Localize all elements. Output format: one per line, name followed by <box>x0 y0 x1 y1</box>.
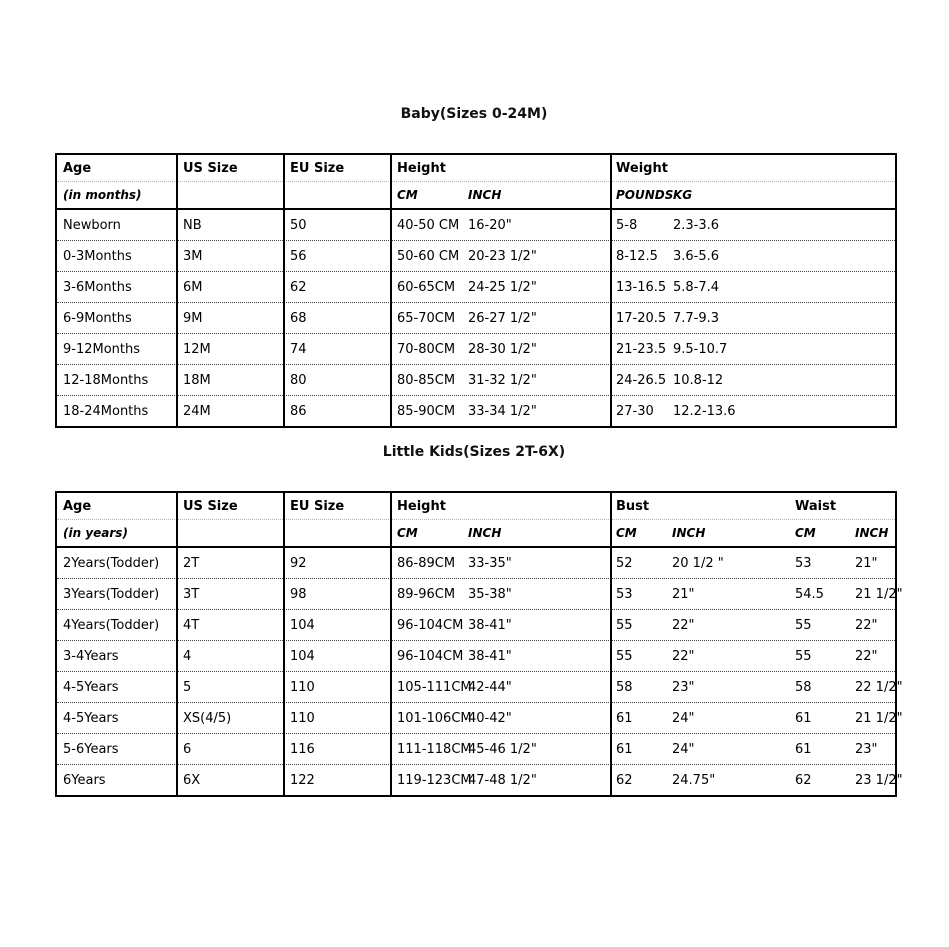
col-subheader-height-inch: INCH <box>468 526 502 540</box>
table-cell: 10.8-12 <box>673 372 724 388</box>
table-cell: 58 <box>795 679 812 695</box>
table-cell: 9.5-10.7 <box>673 341 728 357</box>
table-cell: 9M <box>183 310 203 326</box>
table-cell: 60-65CM <box>397 279 456 295</box>
table-cell: 20-23 1/2" <box>468 248 537 264</box>
table-row <box>57 765 903 795</box>
table-cell: 2.3-3.6 <box>673 217 720 233</box>
table-cell: 80 <box>290 372 307 388</box>
table-cell: 6Years <box>63 772 106 788</box>
table-cell: 33-34 1/2" <box>468 403 537 419</box>
column-divider <box>283 493 285 795</box>
header-row-main <box>57 155 895 182</box>
table-cell: 4 <box>183 648 192 664</box>
baby-size-table <box>55 153 897 428</box>
table-cell: 62 <box>290 279 307 295</box>
table-cell: 23" <box>672 679 695 695</box>
col-header-eu-size: EU Size <box>290 160 345 176</box>
table-cell: 21 1/2" <box>855 586 903 602</box>
table-cell: 40-50 CM <box>397 217 460 233</box>
table-row <box>57 703 903 734</box>
table-cell: 23" <box>855 741 878 757</box>
col-header-bust: Bust <box>616 498 650 514</box>
table-cell: 3M <box>183 248 203 264</box>
table-cell: 24" <box>672 741 695 757</box>
table-cell: 52 <box>616 555 633 571</box>
table-cell: 4T <box>183 617 200 633</box>
table-row <box>57 548 895 579</box>
table-cell: 5-6Years <box>63 741 119 757</box>
table-cell: 110 <box>290 710 315 726</box>
table-cell: 21" <box>855 555 878 571</box>
table-cell: 2Years(Todder) <box>63 555 160 571</box>
table-cell: 24-26.5 <box>616 372 667 388</box>
table-cell: 17-20.5 <box>616 310 667 326</box>
table-cell: 74 <box>290 341 307 357</box>
col-header-waist: Waist <box>795 498 837 514</box>
table-cell: 0-3Months <box>63 248 132 264</box>
table-cell: 3-4Years <box>63 648 119 664</box>
table-row <box>57 396 895 426</box>
table-cell: 28-30 1/2" <box>468 341 537 357</box>
table-row <box>57 241 895 272</box>
table-cell: 5-8 <box>616 217 638 233</box>
table-cell: 9-12Months <box>63 341 141 357</box>
table-cell: 3-6Months <box>63 279 132 295</box>
table-cell: 7.7-9.3 <box>673 310 720 326</box>
table-cell: 86 <box>290 403 307 419</box>
col-header-age: Age <box>63 498 92 514</box>
table-row <box>57 672 903 703</box>
table-cell: 27-30 <box>616 403 654 419</box>
table-cell: 6-9Months <box>63 310 132 326</box>
table-cell: 116 <box>290 741 315 757</box>
table-cell: 24.75" <box>672 772 716 788</box>
column-divider <box>390 493 392 795</box>
table-cell: 13-16.5 <box>616 279 667 295</box>
table-cell: 21-23.5 <box>616 341 667 357</box>
table-cell: 31-32 1/2" <box>468 372 537 388</box>
table-cell: 22 1/2" <box>855 679 903 695</box>
col-header-us-size: US Size <box>183 498 238 514</box>
table-cell: 96-104CM <box>397 648 464 664</box>
table-cell: 4-5Years <box>63 710 119 726</box>
col-header-eu-size: EU Size <box>290 498 345 514</box>
table-cell: 22" <box>855 617 878 633</box>
table-cell: 24-25 1/2" <box>468 279 537 295</box>
table-cell: 33-35" <box>468 555 512 571</box>
table-cell: 6M <box>183 279 203 295</box>
table-cell: 22" <box>855 648 878 664</box>
table-row <box>57 303 895 334</box>
table-cell: 110 <box>290 679 315 695</box>
baby-table-header <box>57 155 895 210</box>
table-cell: 68 <box>290 310 307 326</box>
table-cell: 104 <box>290 617 315 633</box>
table-cell: 98 <box>290 586 307 602</box>
table-cell: 80-85CM <box>397 372 456 388</box>
table-cell: 53 <box>616 586 633 602</box>
table-cell: 38-41" <box>468 648 512 664</box>
col-header-us-size: US Size <box>183 160 238 176</box>
table-cell: 12-18Months <box>63 372 149 388</box>
table-cell: 18M <box>183 372 211 388</box>
table-cell: 22" <box>672 617 695 633</box>
table-cell: 70-80CM <box>397 341 456 357</box>
table-cell: 21" <box>672 586 695 602</box>
col-subheader-height-cm: CM <box>397 188 418 202</box>
table-row <box>57 610 895 641</box>
table-cell: 40-42" <box>468 710 512 726</box>
col-subheader-age-unit: (in years) <box>63 526 128 540</box>
table-cell: 104 <box>290 648 315 664</box>
table-cell: 3.6-5.6 <box>673 248 720 264</box>
table-cell: 56 <box>290 248 307 264</box>
col-subheader-bust-inch: INCH <box>672 526 706 540</box>
table-cell: 3Years(Todder) <box>63 586 160 602</box>
table-cell: 3T <box>183 586 200 602</box>
baby-table-body <box>57 210 895 426</box>
table-cell: 42-44" <box>468 679 512 695</box>
table-cell: 62 <box>795 772 812 788</box>
table-cell: 55 <box>795 648 812 664</box>
table-row <box>57 210 895 241</box>
col-header-age: Age <box>63 160 92 176</box>
table-cell: 5 <box>183 679 192 695</box>
table-cell: 12M <box>183 341 211 357</box>
table-cell: 55 <box>795 617 812 633</box>
table-cell: 21 1/2" <box>855 710 903 726</box>
table-cell: 4-5Years <box>63 679 119 695</box>
col-subheader-kg: KG <box>673 188 693 202</box>
column-divider <box>610 155 612 426</box>
table-cell: 18-24Months <box>63 403 149 419</box>
table-cell: 5.8-7.4 <box>673 279 720 295</box>
table-cell: 35-38" <box>468 586 512 602</box>
table-cell: NB <box>183 217 202 233</box>
table-cell: 8-12.5 <box>616 248 658 264</box>
table-cell: 96-104CM <box>397 617 464 633</box>
column-divider <box>176 155 178 426</box>
table-cell: 20 1/2 " <box>672 555 724 571</box>
table-cell: 62 <box>616 772 633 788</box>
table-cell: 55 <box>616 617 633 633</box>
col-subheader-waist-cm: CM <box>795 526 816 540</box>
table-cell: 2T <box>183 555 200 571</box>
col-subheader-height-inch: INCH <box>468 188 502 202</box>
table-row <box>57 272 895 303</box>
little-kids-table-header <box>57 493 895 548</box>
table-row <box>57 334 895 365</box>
table-cell: 111-118CM <box>397 741 472 757</box>
column-divider <box>283 155 285 426</box>
header-row-units <box>57 182 895 208</box>
header-row-units <box>57 520 895 546</box>
table-cell: 92 <box>290 555 307 571</box>
table-cell: Newborn <box>63 217 121 233</box>
table-cell: 65-70CM <box>397 310 456 326</box>
table-cell: 58 <box>616 679 633 695</box>
table-cell: 6 <box>183 741 192 757</box>
table-cell: 50 <box>290 217 307 233</box>
table-cell: 119-123CM <box>397 772 472 788</box>
col-subheader-height-cm: CM <box>397 526 418 540</box>
table-cell: 23 1/2" <box>855 772 903 788</box>
table-row <box>57 641 895 672</box>
header-row-main <box>57 493 895 520</box>
col-subheader-pounds: POUNDS <box>616 188 674 202</box>
table-cell: 24" <box>672 710 695 726</box>
table-cell: 22" <box>672 648 695 664</box>
table-cell: 89-96CM <box>397 586 456 602</box>
table-cell: 47-48 1/2" <box>468 772 537 788</box>
table-row <box>57 734 895 765</box>
column-divider <box>176 493 178 795</box>
little-kids-table-body <box>57 548 903 795</box>
table-cell: 4Years(Todder) <box>63 617 160 633</box>
little-kids-table-title: Little Kids(Sizes 2T-6X) <box>382 444 566 460</box>
table-cell: 86-89CM <box>397 555 456 571</box>
table-cell: XS(4/5) <box>183 710 232 726</box>
table-cell: 6X <box>183 772 201 788</box>
table-cell: 101-106CM <box>397 710 472 726</box>
table-cell: 61 <box>795 710 812 726</box>
table-cell: 50-60 CM <box>397 248 460 264</box>
table-cell: 12.2-13.6 <box>673 403 736 419</box>
table-cell: 61 <box>795 741 812 757</box>
column-divider <box>610 493 612 795</box>
table-cell: 45-46 1/2" <box>468 741 537 757</box>
col-subheader-waist-inch: INCH <box>855 526 889 540</box>
col-header-weight: Weight <box>616 160 668 176</box>
table-row <box>57 579 903 610</box>
table-cell: 16-20" <box>468 217 512 233</box>
little-kids-size-table <box>55 491 903 797</box>
table-cell: 61 <box>616 741 633 757</box>
table-cell: 26-27 1/2" <box>468 310 537 326</box>
table-cell: 55 <box>616 648 633 664</box>
column-divider <box>390 155 392 426</box>
col-header-height: Height <box>397 160 446 176</box>
table-cell: 54.5 <box>795 586 824 602</box>
col-header-height: Height <box>397 498 446 514</box>
baby-table-title: Baby(Sizes 0-24M) <box>400 106 548 122</box>
table-cell: 85-90CM <box>397 403 456 419</box>
table-cell: 53 <box>795 555 812 571</box>
table-row <box>57 365 895 396</box>
table-cell: 105-111CM <box>397 679 472 695</box>
table-cell: 38-41" <box>468 617 512 633</box>
col-subheader-bust-cm: CM <box>616 526 637 540</box>
col-subheader-age-unit: (in months) <box>63 188 142 202</box>
table-cell: 122 <box>290 772 315 788</box>
table-cell: 61 <box>616 710 633 726</box>
table-cell: 24M <box>183 403 211 419</box>
